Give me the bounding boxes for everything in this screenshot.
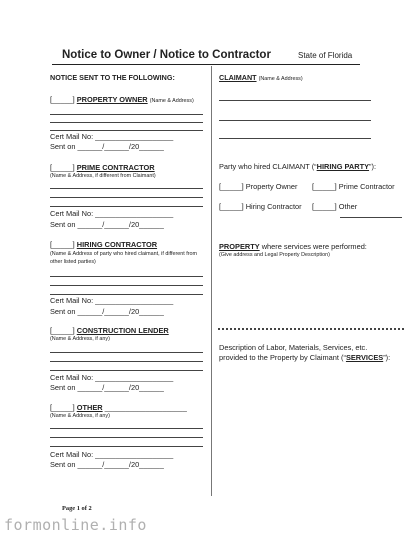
other-label: OTHER xyxy=(76,403,103,412)
owner-heading xyxy=(50,95,194,104)
prime-line-2[interactable] xyxy=(50,197,203,198)
other-line-1[interactable] xyxy=(50,428,203,429)
watermark: formonline.info xyxy=(4,516,147,534)
prime-checkbox[interactable]: [_____] xyxy=(50,163,75,172)
claimant-line-3[interactable] xyxy=(219,138,371,139)
hiring-line-1[interactable] xyxy=(50,276,203,277)
hiring-cert-mail[interactable]: Cert Mail No: ___________________ xyxy=(50,296,174,305)
prime-heading xyxy=(50,163,155,172)
prime-line-1[interactable] xyxy=(50,188,203,189)
lender-line-3[interactable] xyxy=(50,370,203,371)
property-rest: where services were performed: xyxy=(259,242,367,251)
lender-heading xyxy=(50,326,169,335)
claimant-line-2[interactable] xyxy=(219,120,371,121)
hiring-line-3[interactable] xyxy=(50,294,203,295)
owner-line-2[interactable] xyxy=(50,122,203,123)
owner-sent-on[interactable]: Sent on ______/______/20______ xyxy=(50,142,164,151)
owner-line-1[interactable] xyxy=(50,114,203,115)
lender-checkbox[interactable]: [_____] xyxy=(50,326,75,335)
state-label: State of Florida xyxy=(298,51,353,60)
prime-note: (Name & Address, if different from Claimant) xyxy=(50,173,156,179)
page-number: Page 1 of 2 xyxy=(62,505,92,512)
notice-sent-heading: NOTICE SENT TO THE FOLLOWING: xyxy=(50,73,175,82)
owner-cert-mail[interactable]: Cert Mail No: ___________________ xyxy=(50,132,174,141)
header-rule xyxy=(52,64,360,65)
other-sent-on[interactable]: Sent on ______/______/20______ xyxy=(50,460,164,469)
lender-line-1[interactable] xyxy=(50,352,203,353)
services-pre: provided to the Property by Claimant (“ xyxy=(219,353,346,362)
option-prime-contractor[interactable]: [_____] Prime Contractor xyxy=(312,182,395,191)
lender-line-2[interactable] xyxy=(50,361,203,362)
dotted-separator xyxy=(218,328,404,330)
other-checkbox[interactable]: [_____] xyxy=(50,403,75,412)
services-bold: SERVICES xyxy=(345,353,384,362)
other-line-2[interactable] xyxy=(50,437,203,438)
lender-label: CONSTRUCTION LENDER xyxy=(76,326,169,335)
claimant-label: CLAIMANT xyxy=(219,73,257,82)
lender-sent-on[interactable]: Sent on ______/______/20______ xyxy=(50,383,164,392)
hiring-party-post: ”): xyxy=(369,162,377,171)
option-hiring-contractor[interactable]: [_____] Hiring Contractor xyxy=(219,202,302,211)
claimant-line-1[interactable] xyxy=(219,100,371,101)
option-other-line[interactable] xyxy=(340,217,402,218)
services-line-1: Description of Labor, Materials, Services, etc. xyxy=(219,343,368,352)
prime-label: PRIME CONTRACTOR xyxy=(76,163,155,172)
hiring-checkbox[interactable]: [_____] xyxy=(50,240,75,249)
services-line-2 xyxy=(219,353,390,362)
property-note: (Give address and Legal Property Description) xyxy=(219,252,330,258)
hiring-party-pre: Party who hired CLAIMANT (“ xyxy=(219,162,317,171)
lender-note: (Name & Address, if any) xyxy=(50,336,110,342)
column-divider xyxy=(211,66,212,496)
option-property-owner[interactable]: [_____] Property Owner xyxy=(219,182,298,191)
owner-note: (Name & Address) xyxy=(149,98,194,104)
owner-label: PROPERTY OWNER xyxy=(76,95,148,104)
claimant-note: (Name & Address) xyxy=(258,76,303,82)
owner-checkbox[interactable]: [_____] xyxy=(50,95,75,104)
services-post: ”): xyxy=(383,353,391,362)
hiring-sent-on[interactable]: Sent on ______/______/20______ xyxy=(50,307,164,316)
lender-cert-mail[interactable]: Cert Mail No: ___________________ xyxy=(50,373,174,382)
hiring-party-bold: HIRING PARTY xyxy=(316,162,370,171)
other-cert-mail[interactable]: Cert Mail No: ___________________ xyxy=(50,450,174,459)
prime-cert-mail[interactable]: Cert Mail No: ___________________ xyxy=(50,209,174,218)
prime-line-3[interactable] xyxy=(50,206,203,207)
hiring-note: (Name & Address of party who hired claimant, if different from other listed parties) xyxy=(50,251,198,265)
other-line-3[interactable] xyxy=(50,446,203,447)
hiring-line-2[interactable] xyxy=(50,285,203,286)
property-heading xyxy=(219,242,367,251)
claimant-heading xyxy=(219,73,303,82)
prime-sent-on[interactable]: Sent on ______/______/20______ xyxy=(50,220,164,229)
other-note: (Name & Address, if any) xyxy=(50,413,110,419)
hiring-heading xyxy=(50,240,157,249)
hiring-label: HIRING CONTRACTOR xyxy=(76,240,158,249)
property-bold: PROPERTY xyxy=(219,242,260,251)
other-heading xyxy=(50,403,187,412)
owner-line-3[interactable] xyxy=(50,130,203,131)
other-blank[interactable]: ____________________ xyxy=(104,403,187,412)
option-other[interactable]: [_____] Other xyxy=(312,202,358,211)
hiring-party-heading xyxy=(219,162,376,171)
form-title: Notice to Owner / Notice to Contractor xyxy=(62,49,271,61)
